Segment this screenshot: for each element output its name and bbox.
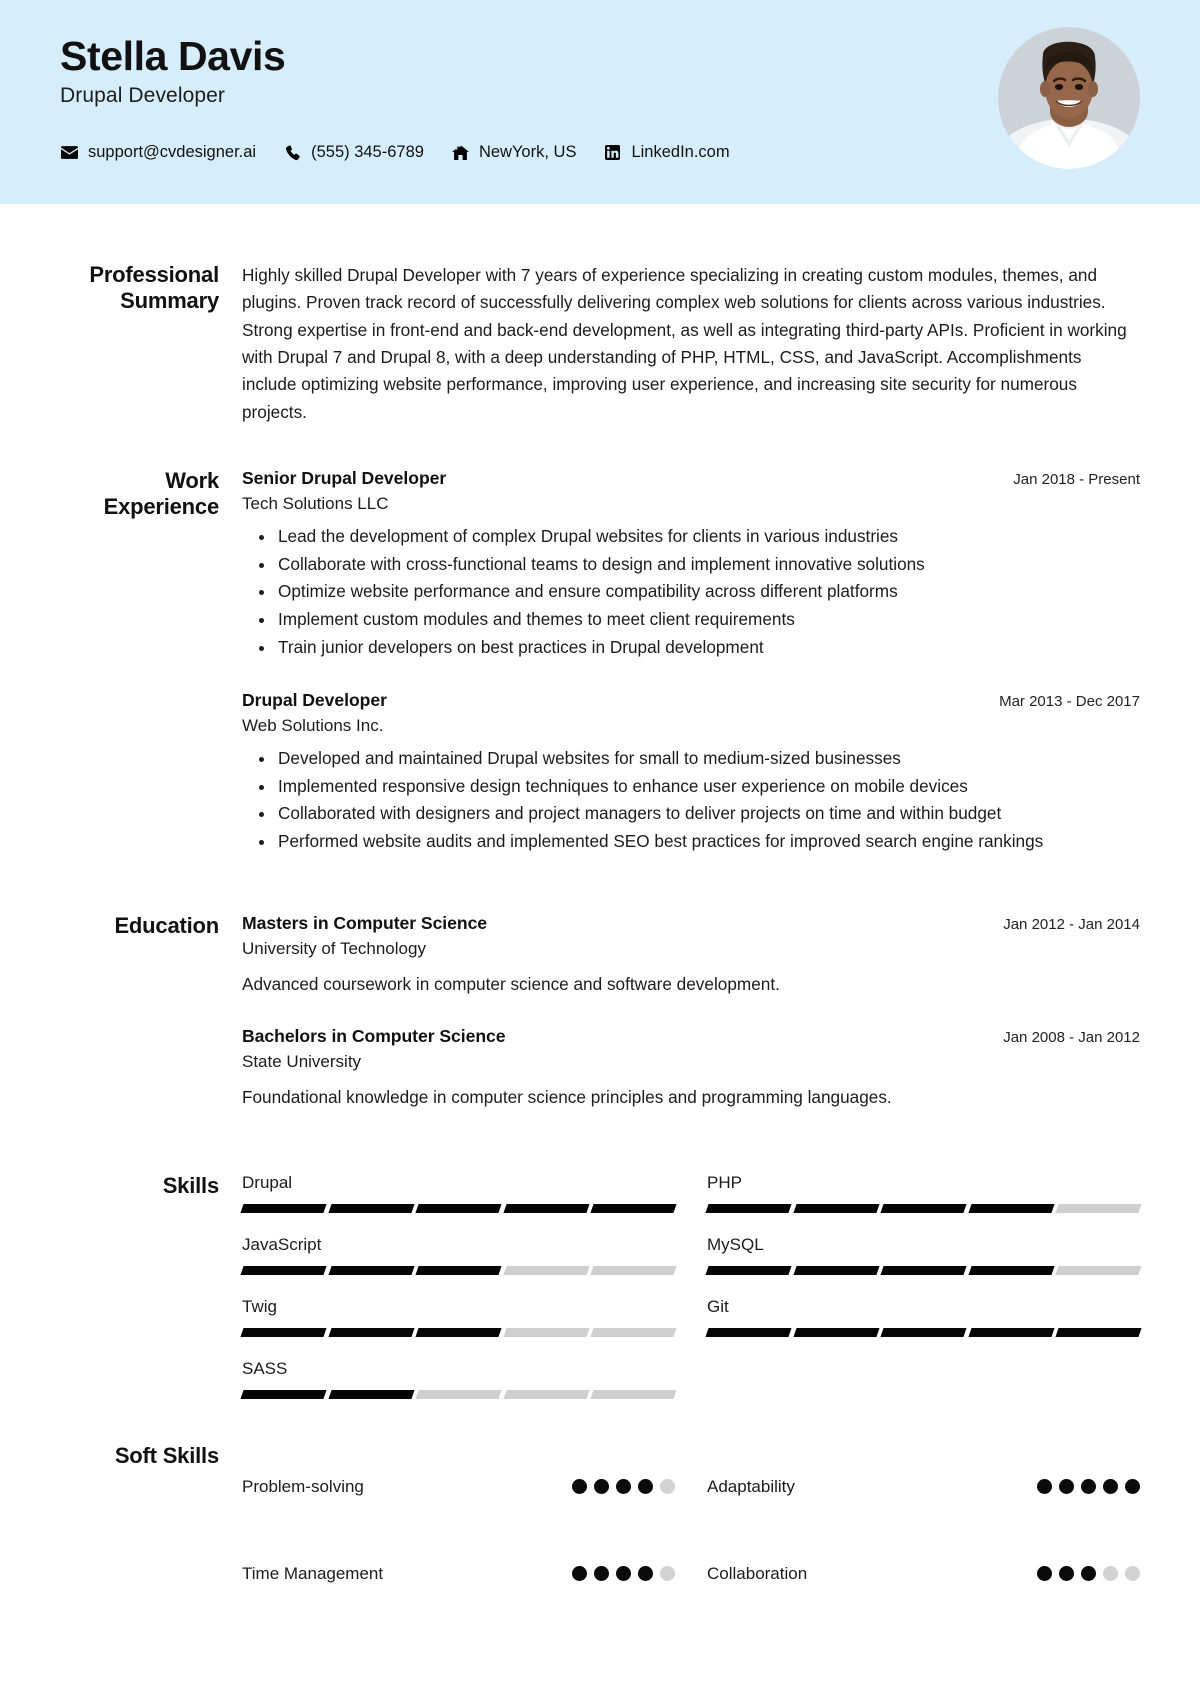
section-soft-skills [60,1443,1140,1617]
section-label-soft-skills: Soft Skills [114,1443,219,1469]
section-skills [60,1173,1140,1421]
skill-name: SASS [242,1359,288,1379]
skill-level-bar [707,1328,1140,1337]
section-work-experience [60,468,1140,857]
rating-dot [594,1479,609,1494]
work-entry-date: Mar 2013 - Dec 2017 [999,693,1140,711]
section-label-education: Education [114,912,219,938]
soft-skill-name: Problem-solving [242,1476,364,1496]
education-description: Advanced coursework in computer science and software development. [242,973,780,994]
rating-dot [1103,1566,1118,1581]
skill-level-bar [707,1204,1140,1213]
skill-bar-segment [240,1390,326,1399]
education-date: Jan 2008 - Jan 2012 [1003,1029,1140,1047]
skill-bar-segment [591,1390,677,1399]
resume-header [0,0,1200,204]
skill-bar-segment [591,1328,677,1337]
skill-name: Git [707,1297,729,1317]
skill-bar-segment [705,1204,791,1213]
skill-item [707,1173,1140,1235]
rating-dot [1081,1479,1096,1494]
skill-level-bar [707,1266,1140,1275]
soft-skill-item [707,1443,1140,1530]
linkedin-icon [603,144,622,161]
skill-bar-segment [328,1328,414,1337]
list-item: Optimize website performance and ensure compatibility across different platforms [278,579,1140,605]
skill-bar-segment [793,1204,879,1213]
list-item: Train junior developers on best practices in Drupal development [278,635,1140,661]
skill-item [242,1173,675,1235]
skill-bar-segment [968,1328,1054,1337]
skill-level-bar [242,1328,675,1337]
skill-bar-segment [881,1328,967,1337]
contact-value-location: NewYork, US [478,143,577,162]
skill-bar-segment [240,1266,326,1275]
work-entry-header [242,468,1140,489]
rating-dot [1059,1566,1074,1581]
soft-skill-item [707,1530,1140,1617]
rating-dot [1081,1566,1096,1581]
section-education [60,913,1140,1112]
skill-bar-segment [328,1266,414,1275]
skill-bar-segment [416,1328,502,1337]
contact-item-linkedin[interactable] [603,143,729,162]
rating-dot [594,1566,609,1581]
profile-photo-icon [998,27,1140,169]
skill-bar-segment [416,1204,502,1213]
skill-item [707,1235,1140,1297]
work-entry-title: Senior Drupal Developer [242,468,447,489]
avatar [998,27,1140,169]
education-entry [242,1026,1140,1111]
contact-value-linkedin: LinkedIn.com [631,143,730,162]
rating-dot [638,1566,653,1581]
education-entry-header [242,913,1140,934]
skill-level-bar [242,1266,675,1275]
education-entry [242,913,1140,998]
work-entry-bullets [242,746,1140,855]
skill-bar-segment [1056,1266,1142,1275]
section-label-work: Work Experience [103,468,219,519]
education-school: University of Technology [242,938,426,958]
list-item: Implemented responsive design techniques to enhance user experience on mobile devices [278,774,1140,800]
skill-bar-segment [416,1266,502,1275]
home-icon [451,144,470,161]
soft-skill-name: Time Management [242,1563,384,1583]
list-item: Collaborated with designers and project managers to deliver projects on time and within budget [278,801,1140,827]
list-item: Performed website audits and implemented SEO best practices for improved search engine rankings [278,829,1140,855]
skill-bar-segment [240,1204,326,1213]
contact-value-phone: (555) 345-6789 [311,143,424,162]
work-entry-header [242,690,1140,711]
skill-bar-segment [881,1266,967,1275]
skill-item [242,1297,675,1359]
skill-bar-segment [591,1204,677,1213]
contact-row [60,143,1140,162]
rating-dot [1125,1479,1140,1494]
list-item: Collaborate with cross-functional teams to design and implement innovative solutions [278,552,1140,578]
work-entry-date: Jan 2018 - Present [1013,471,1140,489]
section-label-summary: Professional Summary [89,262,219,313]
skill-item [242,1359,675,1421]
skill-bar-segment [416,1390,502,1399]
skill-bar-segment [705,1328,791,1337]
education-date: Jan 2012 - Jan 2014 [1003,915,1140,933]
contact-item-phone[interactable] [283,143,424,162]
skill-bar-segment [503,1390,589,1399]
skill-bar-segment [503,1204,589,1213]
soft-skill-rating-dots [1037,1479,1140,1494]
work-entry [242,690,1140,855]
soft-skill-rating-dots [572,1479,675,1494]
rating-dot [1103,1479,1118,1494]
education-description: Foundational knowledge in computer science principles and programming languages. [242,1087,892,1108]
skill-name: PHP [707,1173,742,1193]
skill-bar-segment [328,1390,414,1399]
skill-item [242,1235,675,1297]
skill-bar-segment [503,1266,589,1275]
contact-value-email: support@cvdesigner.ai [88,143,257,162]
phone-icon [283,144,302,161]
skill-bar-segment [705,1266,791,1275]
list-item: Implement custom modules and themes to meet client requirements [278,607,1140,633]
section-professional-summary [60,262,1140,426]
skill-bar-segment [881,1204,967,1213]
contact-item-email[interactable] [60,143,256,162]
page-title: Stella Davis [60,33,286,79]
soft-skill-item [242,1530,675,1617]
rating-dot [660,1479,675,1494]
skill-bar-segment [591,1266,677,1275]
skills-grid [242,1173,1140,1421]
education-degree: Bachelors in Computer Science [242,1026,506,1047]
soft-skill-rating-dots [572,1566,675,1581]
list-item: Developed and maintained Drupal websites for small to medium-sized businesses [278,746,1140,772]
skill-bar-segment [240,1328,326,1337]
skill-bar-segment [1056,1204,1142,1213]
rating-dot [660,1566,675,1581]
soft-skills-grid [242,1443,1140,1617]
skill-bar-segment [793,1328,879,1337]
work-entry [242,468,1140,660]
rating-dot [616,1566,631,1581]
resume-body [0,262,1200,1617]
rating-dot [572,1566,587,1581]
skill-bar-segment [793,1266,879,1275]
skill-bar-segment [968,1204,1054,1213]
soft-skill-name: Adaptability [707,1476,795,1496]
summary-text: Highly skilled Drupal Developer with 7 years of experience specializing in creating custom modules, themes, and plugins. Proven track record of successfully delivering complex web solutions for clients across various industries. Strong expertise in front-end and back-end development, as well as integrating third-party APIs. Proficient in working with Drupal 7 and Drupal 8, with a deep understanding of PHP, HTML, CSS, and JavaScript. Accomplishments include optimizing website performance, improving user experience, and increasing site security for numerous projects. [242,265,1127,422]
rating-dot [1125,1566,1140,1581]
rating-dot [1059,1479,1074,1494]
rating-dot [572,1479,587,1494]
rating-dot [638,1479,653,1494]
soft-skill-name: Collaboration [707,1563,808,1583]
skill-bar-segment [1056,1328,1142,1337]
job-role-subtitle: Drupal Developer [60,84,226,108]
contact-item-location[interactable] [451,143,577,162]
skill-name: JavaScript [242,1235,322,1255]
envelope-icon [60,144,79,161]
section-label-skills: Skills [162,1173,219,1199]
rating-dot [1037,1566,1052,1581]
soft-skill-item [242,1443,675,1530]
skill-name: Twig [242,1297,277,1317]
education-school: State University [242,1052,362,1072]
skill-item [707,1297,1140,1359]
work-entry-company: Web Solutions Inc. [242,716,384,736]
work-entry-bullets [242,524,1140,660]
skill-bar-segment [503,1328,589,1337]
education-entry-header [242,1026,1140,1047]
work-entry-company: Tech Solutions LLC [242,494,389,514]
rating-dot [1037,1479,1052,1494]
work-entry-title: Drupal Developer [242,690,387,711]
skill-name: Drupal [242,1173,293,1193]
education-degree: Masters in Computer Science [242,912,488,933]
skill-level-bar [242,1390,675,1399]
rating-dot [616,1479,631,1494]
skill-bar-segment [328,1204,414,1213]
skill-name: MySQL [707,1235,764,1255]
list-item: Lead the development of complex Drupal websites for clients in various industries [278,524,1140,550]
skill-bar-segment [968,1266,1054,1275]
skill-level-bar [242,1204,675,1213]
soft-skill-rating-dots [1037,1566,1140,1581]
